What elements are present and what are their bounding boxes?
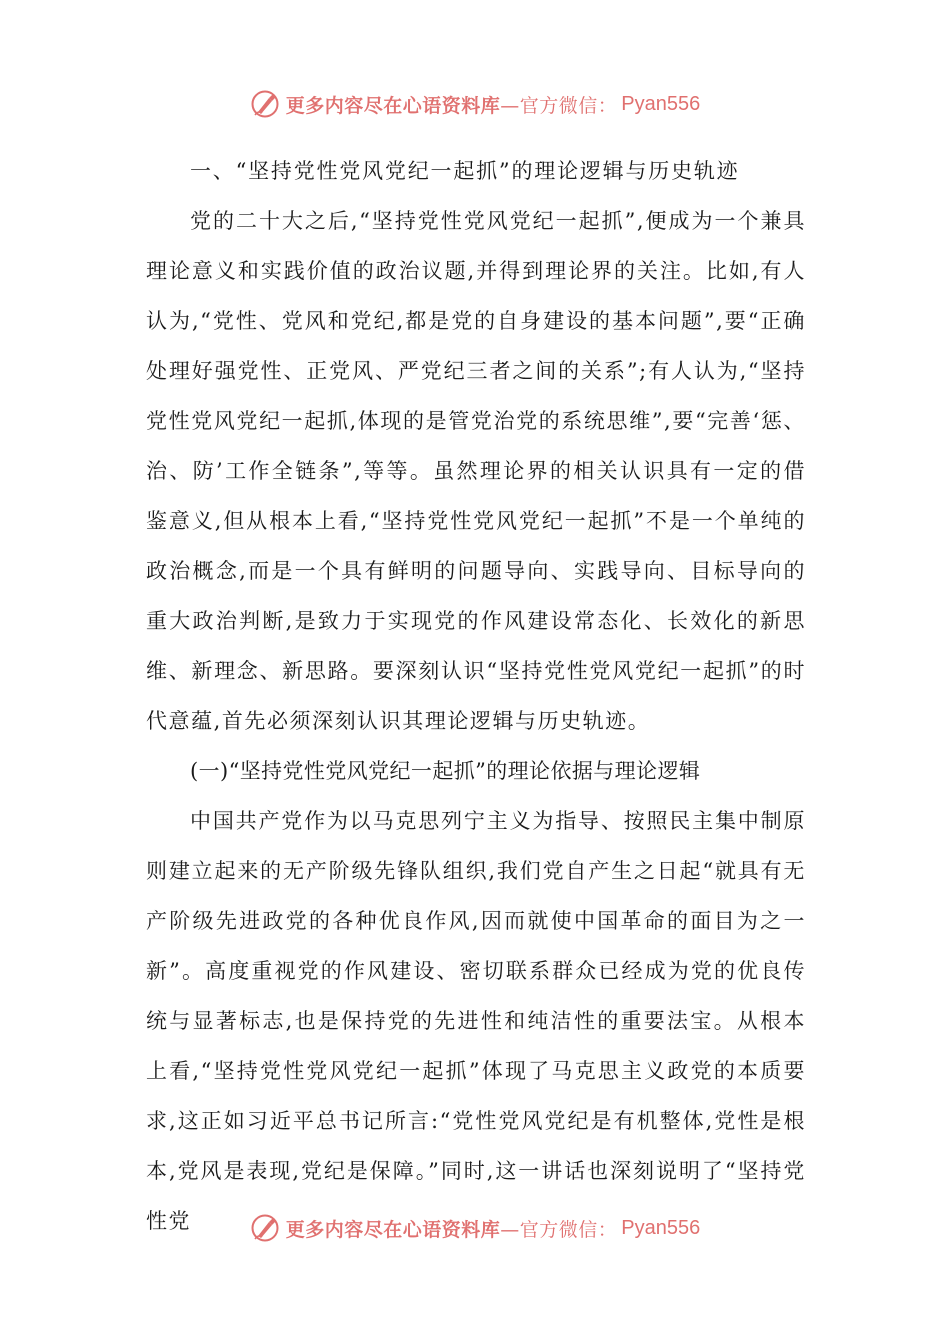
watermark-wechat-id: Pyan556 [621,1216,701,1239]
pen-nib-logo-icon [250,89,280,119]
watermark-brand: 更多内容尽在心语资料库 [285,94,501,117]
watermark-wechat-id: Pyan556 [621,92,701,115]
watermark-wechat-label: —官方微信： [500,94,618,117]
paragraph-1: 党的二十大之后,“坚持党性党风党纪一起抓”,便成为一个兼具理论意义和实践价值的政治议题,并得到理论界的关注。比如,有人认为,“党性、党风和党纪,都是党的自身建设的基本问题”,要“正确处理好强党性、正党风、严党纪三者之间的关系”;有人认为,“坚持党性党风党纪一起抓,体现的是管党治党的系统思维”,要“完善‘惩、治、防’工作全链条”,等等。虽然理论界的相关认识具有一定的借鉴意义,但从根本上看,“坚持党性党风党纪一起抓”不是一个单纯的政治概念,而是一个具有鲜明的问题导向、实践导向、目标导向的重大政治判断,是致力于实现党的作风建设常态化、长效化的新思维、新理念、新思路。要深刻认识“坚持党性党风党纪一起抓”的时代意蕴,首先必须深刻认识其理论逻辑与历史轨迹。 [146,209,806,733]
subsection-heading: (一)“坚持党性党风党纪一起抓”的理论依据与理论逻辑 [190,759,701,783]
watermark-banner-top [0,84,950,124]
article-body [146,146,806,1246]
watermark-brand: 更多内容尽在心语资料库 [285,1218,501,1241]
watermark-banner-bottom [0,1208,950,1248]
paragraph-2: 中国共产党作为以马克思列宁主义为指导、按照民主集中制原则建立起来的无产阶级先锋队组织,我们党自产生之日起“就具有无产阶级先进政党的各种优良作风,因而就使中国革命的面目为之一新”。高度重视党的作风建设、密切联系群众已经成为党的优良传统与显著标志,也是保持党的先进性和纯洁性的重要法宝。从根本上看,“坚持党性党风党纪一起抓”体现了马克思主义政党的本质要求,这正如习近平总书记所言:“党性党风党纪是有机整体,党性是根本,党风是表现,党纪是保障。”同时,这一讲话也深刻说明了“坚持党性党 [146,809,806,1233]
section-heading: 一、“坚持党性党风党纪一起抓”的理论逻辑与历史轨迹 [190,159,740,183]
pen-nib-logo-icon [250,1213,280,1243]
watermark-wechat-label: —官方微信： [500,1218,618,1241]
